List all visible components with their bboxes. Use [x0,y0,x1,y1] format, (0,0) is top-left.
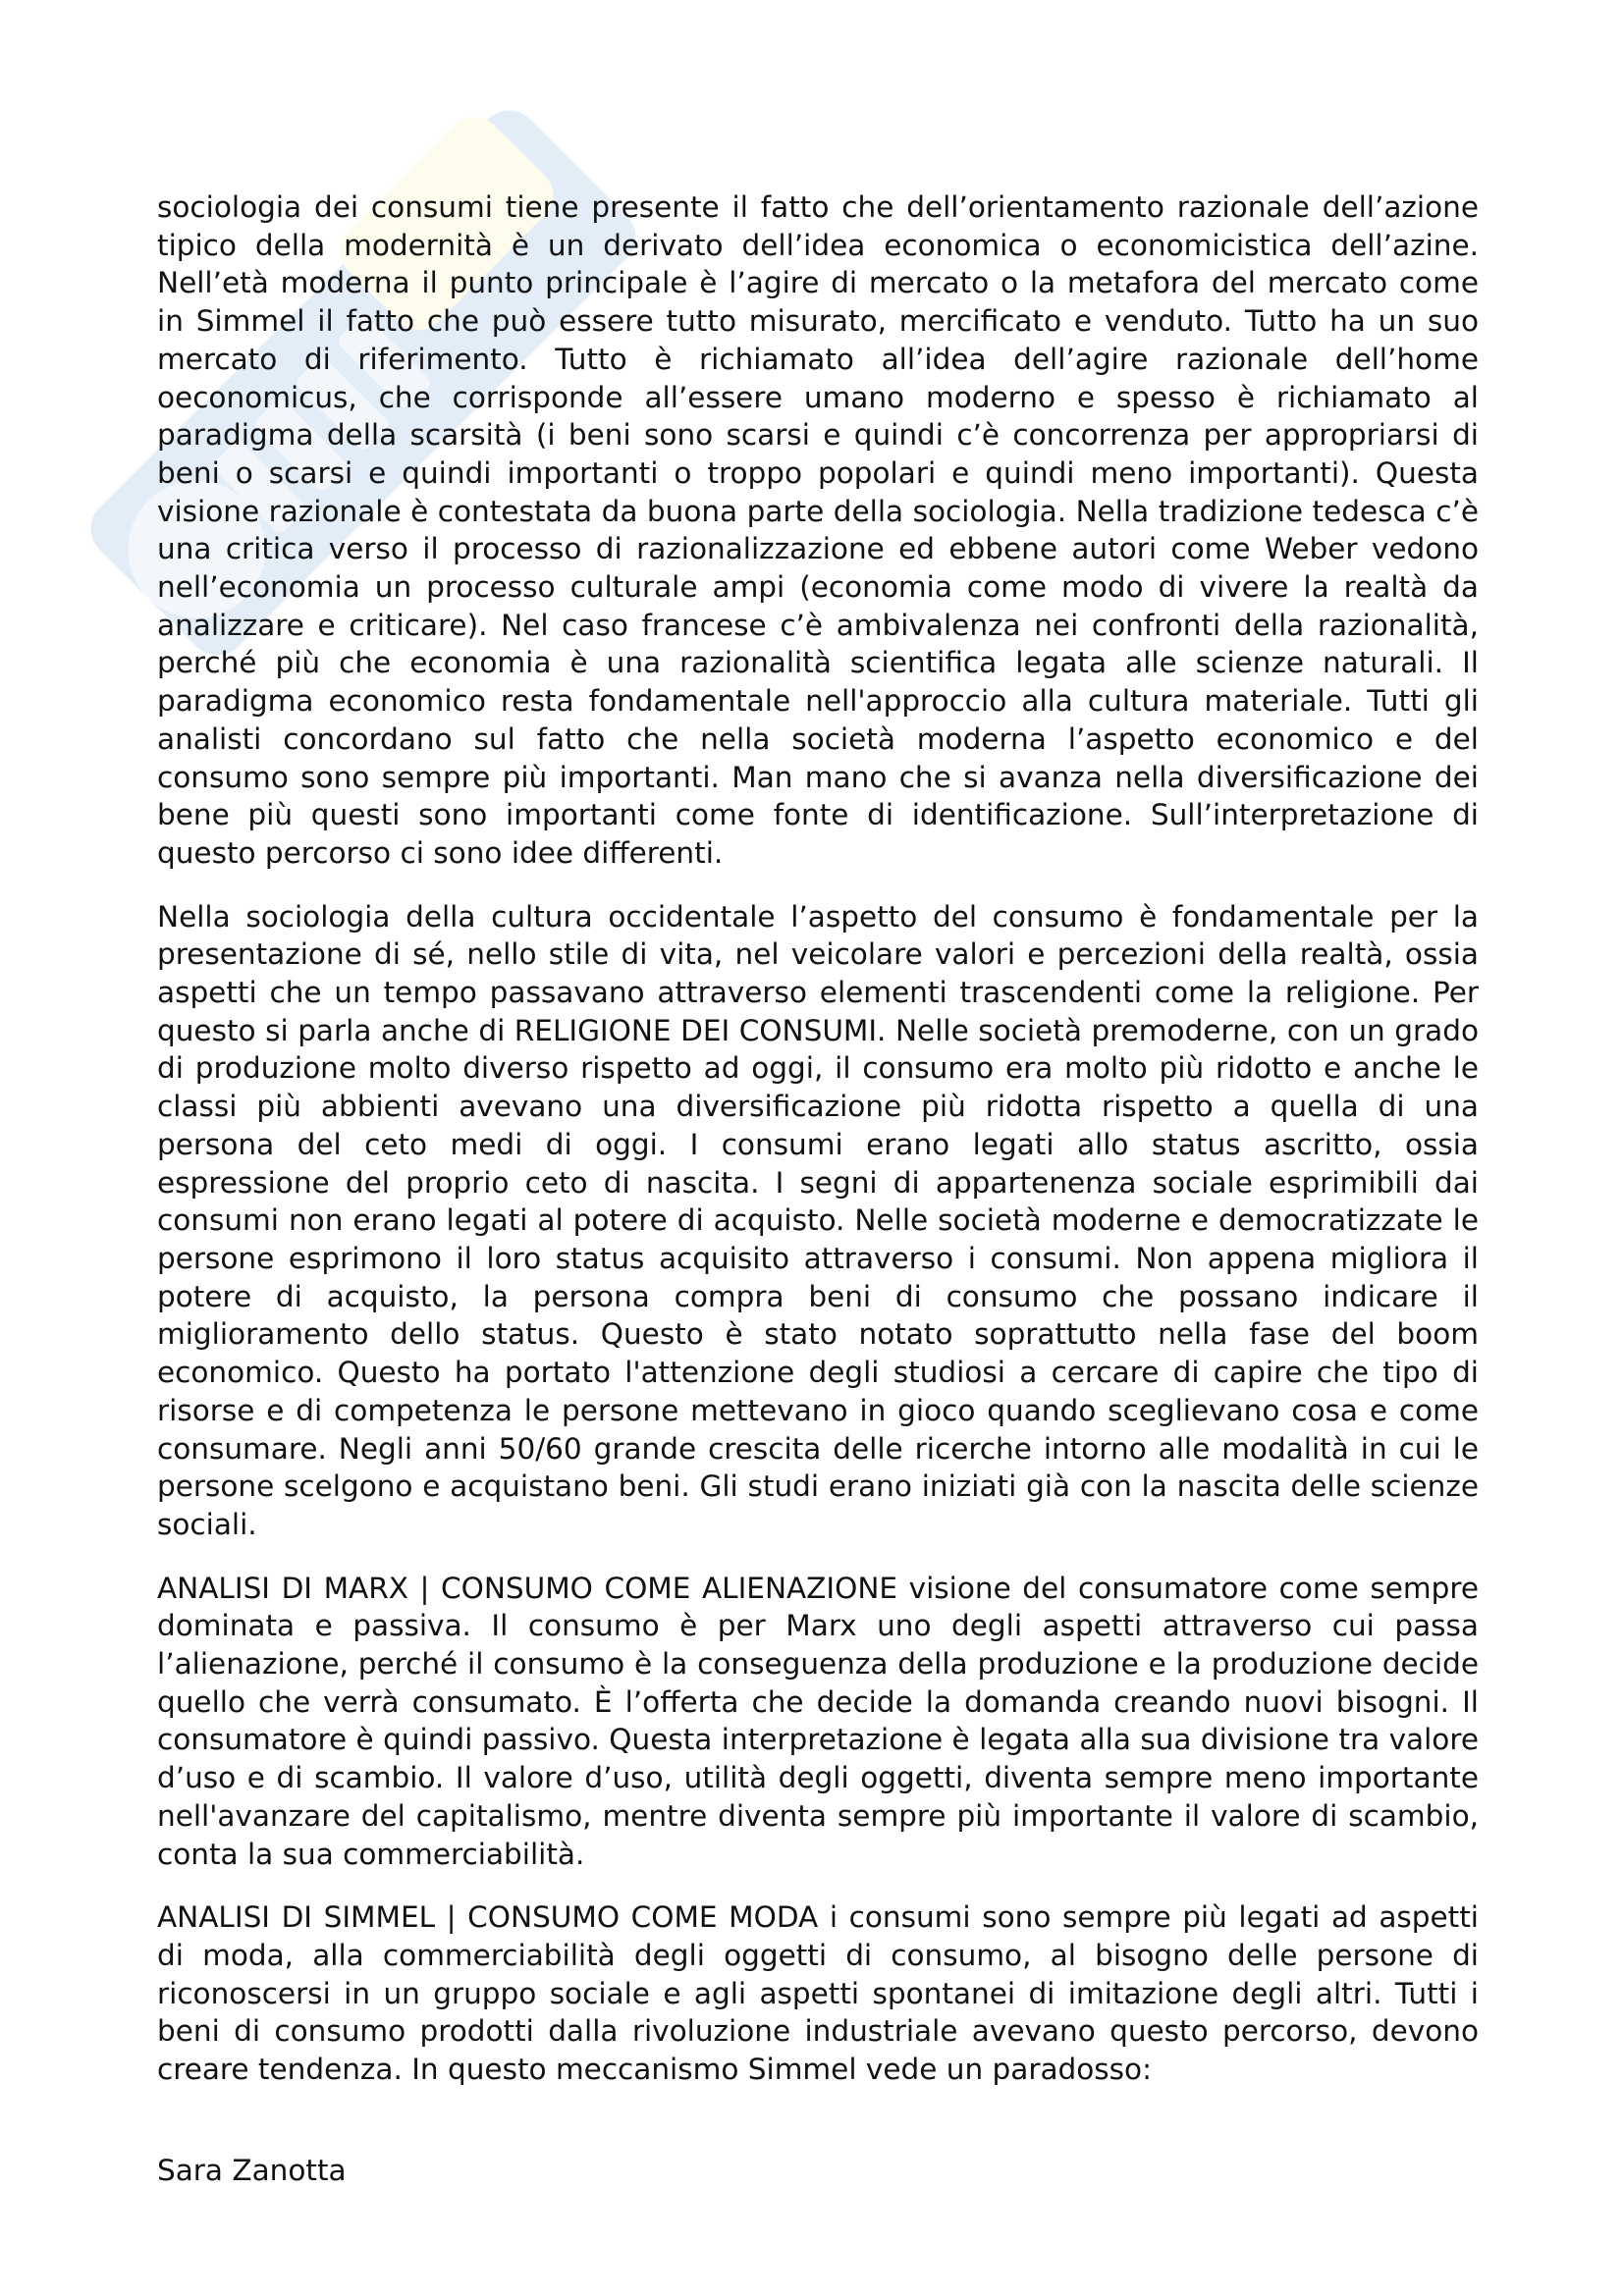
paragraph-marx-analysis: ANALISI DI MARX | CONSUMO COME ALIENAZIONE visione del consumatore come sempre dominata e passiva. Il consumo è per Marx uno degli aspetti attraverso cui passa l’alienazione, perché il consumo è la conseguenza della produzione e la produzione decide quello che verrà consumato. È l’offerta che decide la domanda creando nuovi bisogni. Il consumatore è quindi passivo. Questa interpretazione è legata alla sua divisione tra valore d’uso e di scambio. Il valore d’uso, utilità degli oggetti, diventa sempre meno importante nell'avanzare del capitalismo, mentre diventa sempre più importante il valore di scambio, conta la sua commerciabilità. [157,1571,1479,1871]
paragraph-simmel-analysis: ANALISI DI SIMMEL | CONSUMO COME MODA i consumi sono sempre più legati ad aspetti di moda, alla commerciabilità degli oggetti di consumo, al bisogno delle persone di riconoscersi in un gruppo sociale e agli aspetti spontanei di imitazione degli altri. Tutti i beni di consumo prodotti dalla rivoluzione industriale avevano questo percorso, devono creare tendenza. In questo meccanismo Simmel vede un paradosso: [157,1900,1479,2087]
paragraph-rationality: sociologia dei consumi tiene presente il fatto che dell’orientamento razionale dell’azione tipico della modernità è un derivato dell’idea economica o economicistica dell’azine. Nell’età moderna il punto principale è l’agire di mercato o la metafora del mercato come in Simmel il fatto che può essere tutto misurato, mercificato e venduto. Tutto ha un suo mercato di riferimento. Tutto è richiamato all’idea dell’agire razionale dell’home oeconomicus, che corrisponde all’essere umano moderno e spesso è richiamato al paradigma della scarsità (i beni sono scarsi e quindi c’è concorrenza per appropriarsi di beni o scarsi e quindi importanti o troppo popolari e quindi meno importanti). Questa visione razionale è contestata da buona parte della sociologia. Nella tradizione tedesca c’è una critica verso il processo di razionalizzazione ed ebbene autori come Weber vedono nell’economia un processo culturale ampi (economia come modo di vivere la realtà da analizzare e criticare). Nel caso francese c’è ambivalenza nei confronti della razionalità, perché più che economia è una razionalità scientifica legata alle scienze naturali. Il paradigma economico resta fondamentale nell'approccio alla cultura materiale. Tutti gli analisti concordano sul fatto che nella società moderna l’aspetto economico e del consumo sono sempre più importanti. Man mano che si avanza nella diversificazione dei bene più questi sono importanti come fonte di identificazione. Sull’interpretazione di questo percorso ci sono idee differenti. [157,190,1479,870]
paragraph-western-culture: Nella sociologia della cultura occidentale l’aspetto del consumo è fondamentale per la presentazione di sé, nello stile di vita, nel veicolare valori e percezioni della realtà, ossia aspetti che un tempo passavano attraverso elementi trascendenti come la religione. Per questo si parla anche di RELIGIONE DEI CONSUMI. Nelle società premoderne, con un grado di produzione molto diverso rispetto ad oggi, il consumo era molto più ridotto e anche le classi più abbienti avevano una diversificazione più ridotta rispetto a quella di una persona del ceto medi di oggi. I consumi erano legati allo status ascritto, ossia espressione del proprio ceto di nascita. I segni di appartenenza sociale esprimibili dai consumi non erano legati al potere di acquisto. Nelle società moderne e democratizzate le persone esprimono il loro status acquisito attraverso i consumi. Non appena migliora il potere di acquisto, la persona compra beni di consumo che possano indicare il miglioramento dello status. Questo è stato notato soprattutto nella fase del boom economico. Questo ha portato l'attenzione degli studiosi a cercare di capire che tipo di risorse e di competenza le persone mettevano in gioco quando sceglievano cosa e come consumare. Negli anni 50/60 grande crescita delle ricerche intorno alle modalità in cui le persone scelgono e acquistano beni. Gli studi erano iniziati già con la nascita delle scienze sociali. [157,899,1479,1541]
document-page [157,188,1479,2114]
footer-author: Sara Zanotta [157,2154,347,2187]
